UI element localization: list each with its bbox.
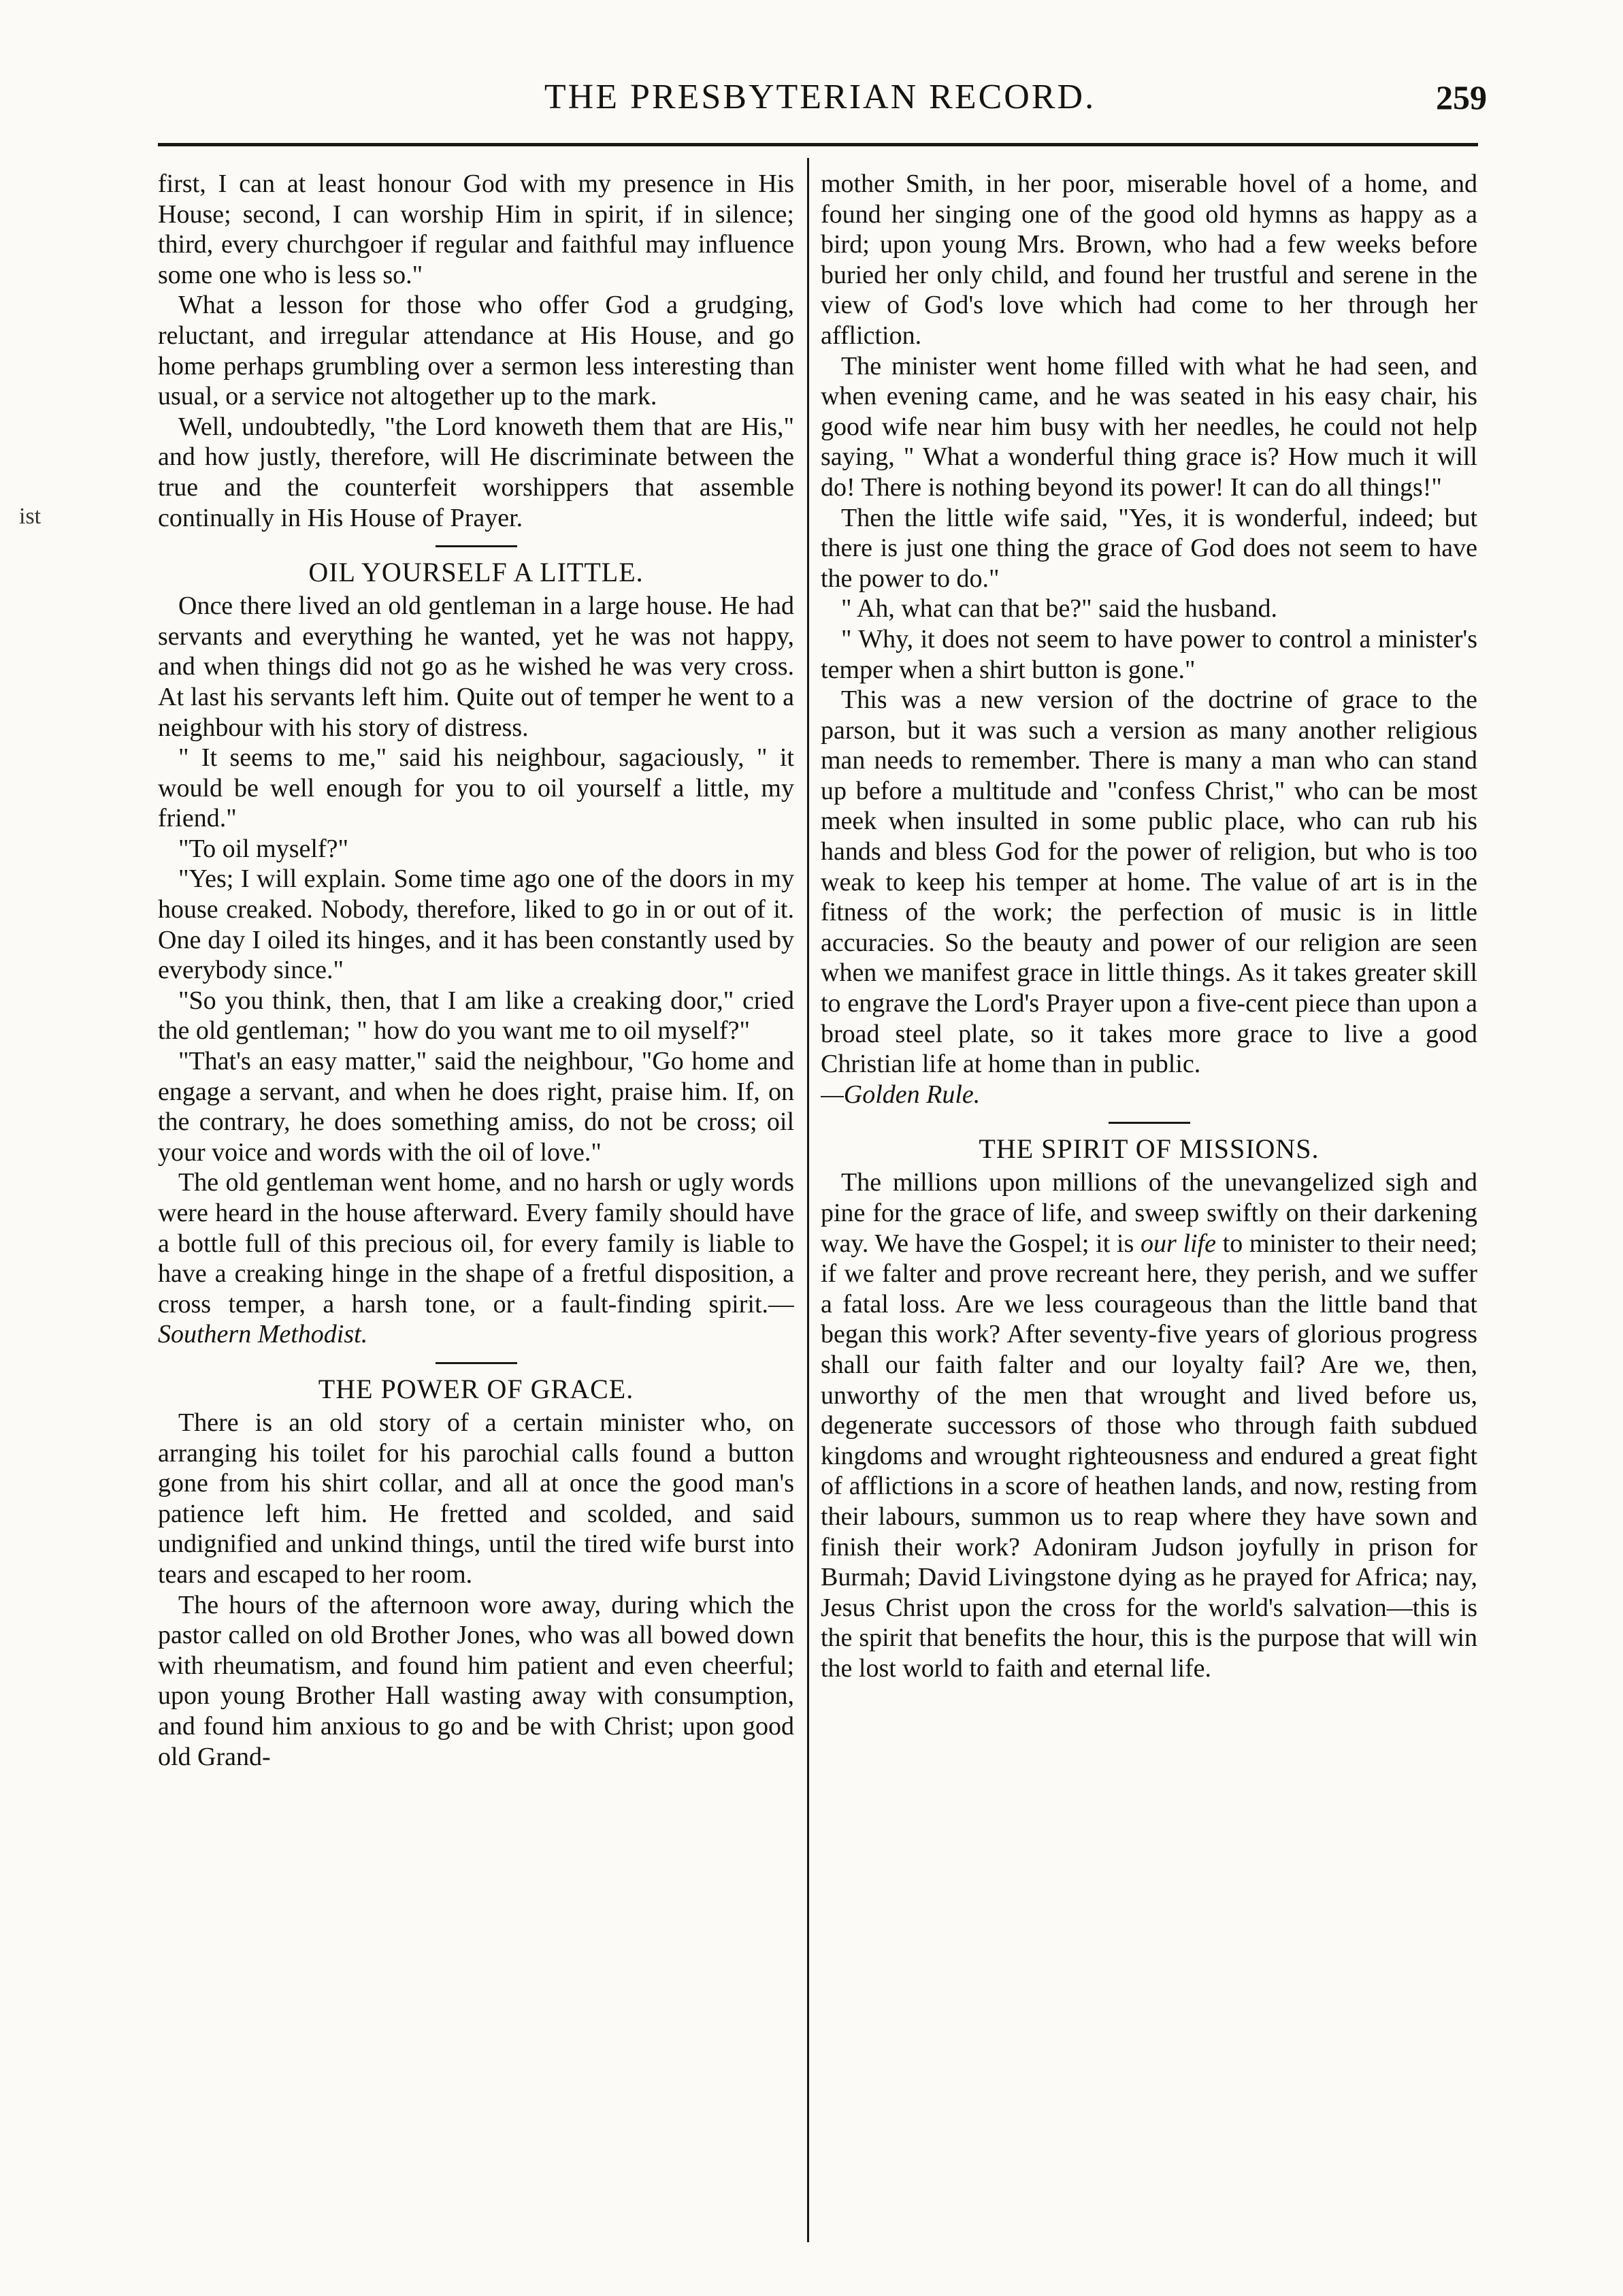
article-paragraph: The minister went home filled with what he had seen, and when evening came, and he was seated in his easy chair, his good wife near him busy with her needles, he could not help saying, " What a wonderful thing grace is? How much it will do! There is nothing beyond its power! It can do all things!" [821, 351, 1477, 502]
intro-paragraph: Well, undoubtedly, "the Lord knoweth them that are His," and how justly, therefore, will He discriminate between the true and the counterfeit worshippers that assemble continually in His House of Prayer. [158, 412, 794, 532]
article-paragraph: "Yes; I will explain. Some time ago one of the doors in my house creaked. Nobody, therefore, liked to go in or out of it. One day I oiled its hinges, and it has been constantly used by everybody since." [158, 864, 794, 985]
article-paragraph: This was a new version of the doctrine of grace to the parson, but it was such a version as many another religious man needs to remember. There is many a man who can stand up before a multitude and "confess Christ," who can be most meek when insulted in some public place, who can rub his hands and bless God for the power of religion, but who is too weak to keep his temper at home. The value of art is in the fitness of the work; the perfection of music is in little accuracies. So the beauty and power of our religion are seen when we manifest grace in little things. As it takes greater skill to engrave the Lord's Prayer upon a five-cent piece than upon a broad steel plate, so it takes more grace to live a good Christian life at home than in public. [821, 685, 1477, 1079]
header-rule [158, 143, 1478, 146]
section-rule [1109, 1122, 1190, 1124]
article-paragraph: The hours of the afternoon wore away, during which the pastor called on old Brother Jones, who was all bowed down with rheumatism, and found him patient and even cheerful; upon young Brother Hall wasting away with consumption, and found him anxious to go and be with Christ; upon good old Grand- [158, 1590, 794, 1771]
section-rule [436, 1362, 517, 1364]
article-text: The old gentleman went home, and no harsh or ugly words were heard in the house afterward. Every family should have a bottle full of this precious oil, for every family is liable to have a creaking hinge in the shape of a fretful disposition, a cross temper, a harsh tone, or a fault-finding spirit.— [158, 1168, 794, 1319]
intro-paragraph: first, I can at least honour God with my presence in His House; second, I can worship Him in spirit, if in silence; third, every churchgoer if regular and faithful may influence some one who is less so." [158, 169, 794, 289]
article-paragraph: "That's an easy matter," said the neighbour, "Go home and engage a servant, and when he does right, praise him. If, on the contrary, he does something amiss, do not be cross; oil your voice and words with the oil of love." [158, 1047, 794, 1167]
page-number: 259 [1436, 78, 1487, 116]
article-paragraph: "To oil myself?" [178, 834, 348, 863]
article-paragraph: " It seems to me," said his neighbour, sagaciously, " it would be well enough for you to oil yourself a little, my friend." [158, 743, 794, 833]
section-rule [436, 545, 517, 547]
article-paragraph [158, 1167, 794, 1350]
section-heading-grace: THE POWER OF GRACE. [318, 1373, 634, 1404]
article-paragraph: There is an old story of a certain minister who, on arranging his toilet for his parochial calls found a button gone from his shirt collar, and all at once the good man's patience left him. He fretted and scolded, and said undignified and unkind things, until the tired wife burst into tears and escaped to her room. [158, 1408, 794, 1589]
emphasis-text: our life [1140, 1229, 1216, 1258]
article-paragraph: "So you think, then, that I am like a creaking door," cried the old gentleman; " how do you want me to oil myself?" [158, 986, 794, 1046]
article-paragraph: " Why, it does not seem to have power to control a minister's temper when a shirt button is gone." [821, 624, 1477, 684]
section-heading-missions: THE SPIRIT OF MISSIONS. [979, 1133, 1319, 1165]
article-source: —Golden Rule. [821, 1080, 981, 1109]
article-text: The millions upon millions of the unevangelized sigh and pine for the grace of life, and sweep swiftly on their darkening way. We have the Gospel; it is [821, 1168, 1477, 1258]
article-paragraph: Once there lived an old gentleman in a large house. He had servants and everything he wanted, yet he was not happy, and when things did not go as he wished he was very cross. At last his servants left him. Quite out of temper he went to a neighbour with his story of distress. [158, 592, 794, 742]
article-paragraph: mother Smith, in her poor, miserable hovel of a home, and found her singing one of the good old hymns as happy as a bird; upon young Mrs. Brown, who had a few weeks before buried her only child, and found her trustful and serene in the view of God's love which had come to her through her affliction. [821, 169, 1477, 350]
article-source: Southern Methodist. [158, 1320, 368, 1349]
left-column [158, 169, 794, 2252]
margin-mark: ist [19, 504, 42, 529]
intro-paragraph: What a lesson for those who offer God a grudging, reluctant, and irregular attendance at His House, and go home perhaps grumbling over a sermon less interesting than usual, or a service not altogether up to the mark. [158, 291, 794, 411]
article-paragraph [821, 1167, 1477, 1683]
article-paragraph: " Ah, what can that be?" said the husband. [841, 594, 1277, 624]
article-paragraph: Then the little wife said, "Yes, it is wonderful, indeed; but there is just one thing the grace of God does not seem to have the power to do." [821, 503, 1477, 593]
section-heading-oil: OIL YOURSELF A LITTLE. [308, 557, 644, 588]
page-header [163, 74, 1487, 121]
page-title: THE PRESBYTERIAN RECORD. [544, 78, 1096, 116]
right-column [821, 169, 1477, 2252]
article-text: to minister to their need; if we falter and prove recreant here, they perish, and we suffer a fatal loss. Are we less courageous than the little band that began this work? After seventy-five years of glorious progress shall our faith falter and our loyalty fail? Are we, then, unworthy of the men that wrought and lived before us, degenerate successors of those who through faith subdued kingdoms and wrought righteousness and endured a great fight of afflictions in a score of heathen lands, and now, resting from their labours, summon us to reap where they have sown and finish their work? Adoniram Judson joyfully in prison for Burmah; David Livingstone dying as he prayed for Africa; nay, Jesus Christ upon the cross for the world's salvation—this is the spirit that benefits the hour, this is the purpose that will win the lost world to faith and eternal life. [821, 1229, 1477, 1683]
column-divider [807, 158, 809, 2242]
